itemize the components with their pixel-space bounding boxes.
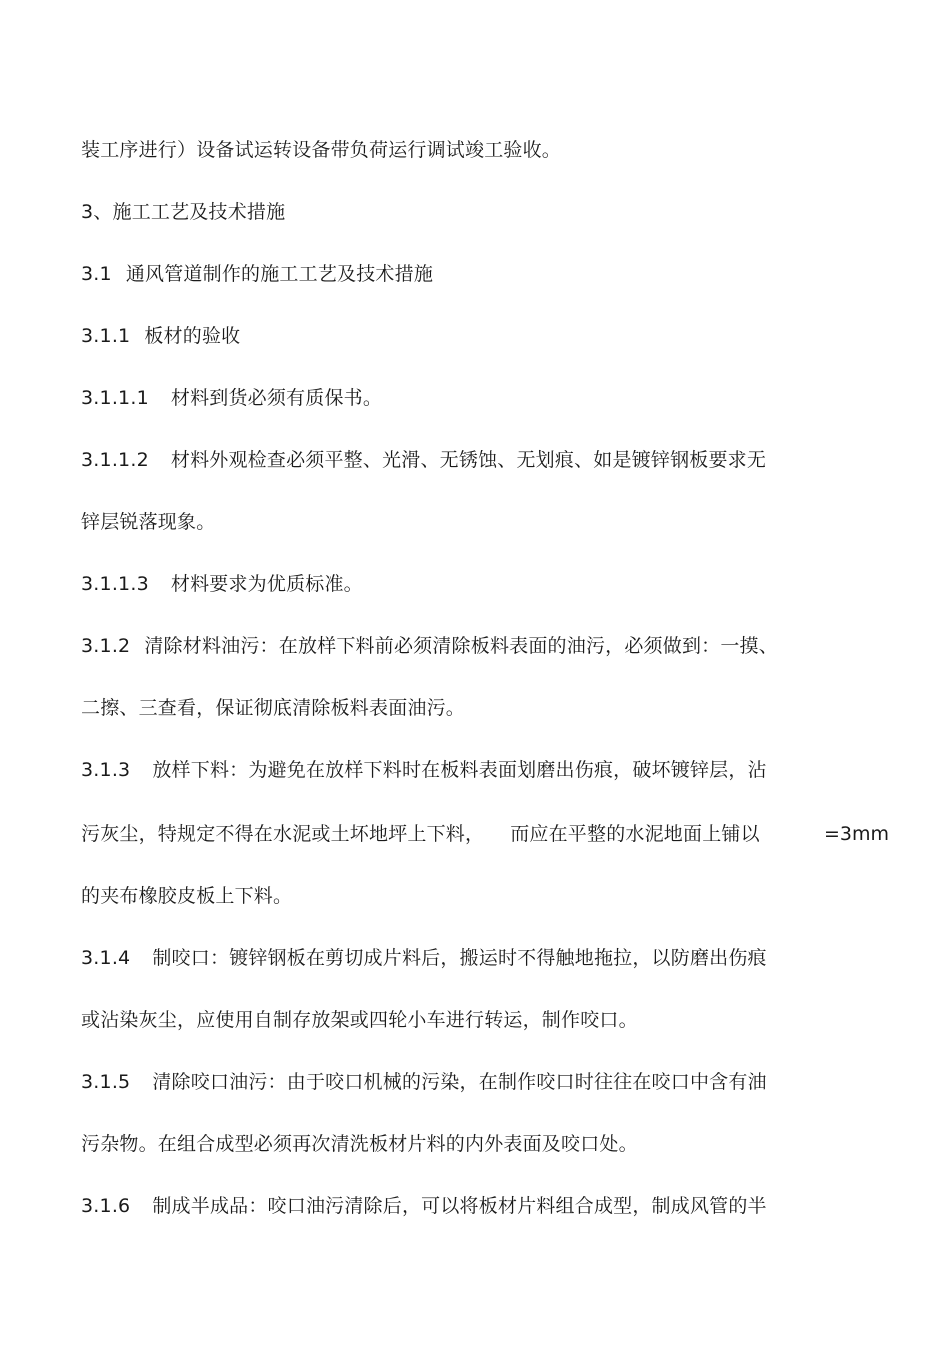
clause-line <box>81 572 363 596</box>
clause-number: 3.1.1.3 <box>81 573 149 595</box>
paragraph-line <box>81 1132 638 1156</box>
subsection-heading <box>81 262 433 286</box>
clause-text: 清除材料油污：在放样下料前必须清除板料表面的油污，必须做到：一摸、 <box>144 635 778 657</box>
line-text: 或沾染灰尘，应使用自制存放架或四轮小车进行转运，制作咬口。 <box>81 1009 638 1031</box>
clause-number: 3.1.4 <box>81 947 131 969</box>
line-text: 二擦、三查看，保证彻底清除板料表面油污。 <box>81 697 466 719</box>
paragraph-line <box>81 822 760 846</box>
clause-line <box>81 634 778 658</box>
clause-text: 材料外观检查必须平整、光滑、无锈蚀、无划痕、如是镀锌钢板要求无 <box>170 449 767 471</box>
paragraph-line <box>81 1008 638 1032</box>
clause-text: 制成半成品：咬口油污清除后，可以将板材片料组合成型，制成风管的半 <box>152 1195 767 1217</box>
thickness-value: =3mm <box>824 823 890 845</box>
clause-line <box>81 1194 767 1218</box>
line-text-part2: 而应在平整的水泥地面上铺以 <box>510 823 760 845</box>
clause-number: 3.1.5 <box>81 1071 131 1093</box>
clause-text: 制咬口：镀锌钢板在剪切成片料后，搬运时不得触地拖拉，以防磨出伤痕 <box>152 947 767 969</box>
line-text: 锌层锐落现象。 <box>81 511 216 533</box>
clause-line <box>81 448 766 472</box>
line-text: 装工序进行）设备试运转设备带负荷运行调试竣工验收。 <box>81 139 562 161</box>
heading-text: 通风管道制作的施工工艺及技术措施 <box>125 263 434 285</box>
paragraph-line <box>81 510 215 534</box>
line-text: 的夹布橡胶皮板上下料。 <box>81 885 293 907</box>
clause-text: 清除咬口油污：由于咬口机械的污染，在制作咬口时往往在咬口中含有油 <box>152 1071 767 1093</box>
paragraph-line <box>81 884 292 908</box>
paragraph-line <box>81 138 561 162</box>
line-text-part1: 污灰尘，特规定不得在水泥或土坏地坪上下料， <box>81 823 485 845</box>
clause-number: 3.1.2 <box>81 635 131 657</box>
subsection-heading <box>81 324 240 348</box>
clause-number: 3.1.3 <box>81 759 131 781</box>
heading-text: 3、施工工艺及技术措施 <box>81 201 286 223</box>
section-number: 3.1 <box>81 263 112 285</box>
clause-number: 3.1.6 <box>81 1195 131 1217</box>
clause-line <box>81 946 767 970</box>
clause-text: 材料到货必须有质保书。 <box>170 387 383 409</box>
clause-text: 材料要求为优质标准。 <box>170 573 363 595</box>
clause-line <box>81 758 767 782</box>
paragraph-line <box>81 696 465 720</box>
section-heading <box>81 200 285 224</box>
clause-line <box>81 1070 767 1094</box>
clause-number: 3.1.1.2 <box>81 449 149 471</box>
clause-line <box>81 386 382 410</box>
heading-text: 板材的验收 <box>144 325 241 347</box>
line-text: 污杂物。在组合成型必须再次清洗板材片料的内外表面及咬口处。 <box>81 1133 638 1155</box>
clause-number: 3.1.1.1 <box>81 387 149 409</box>
section-number: 3.1.1 <box>81 325 131 347</box>
clause-text: 放样下料：为避免在放样下料时在板料表面划磨出伤痕，破坏镀锌层，沾 <box>152 759 767 781</box>
